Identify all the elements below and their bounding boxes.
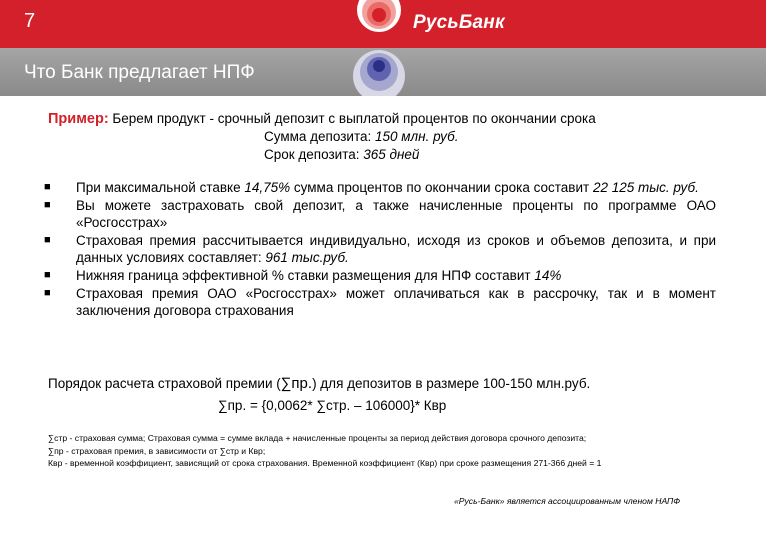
deposit-term-label: Срок депозита: [264,147,364,162]
deposit-term-value: 365 дней [363,147,420,162]
bank-logo-icon [347,0,413,48]
deposit-sum-label: Сумма депозита: [264,129,375,144]
page-title: Что Банк предлагает НПФ [24,62,255,83]
premium-formula: ∑пр. = {0,0062* ∑стр. – 106000}* Квр [218,398,447,413]
brand-name: РусьБанк [413,12,505,33]
footnote: ∑стр - страховая сумма; Страховая сумма = сумме вклада + начисленные проценты за период действия договора срочного депозита; [48,433,587,443]
bullet-list [44,179,716,320]
example-block [48,110,596,162]
example-label: Пример: [48,111,109,127]
list-item: ■ Страховая премия рассчитывается индивидуально, исходя из сроков и объемов депозита, и при данных условиях составляет: 961 тыс.руб. [44,233,716,265]
slide-number: 7 [24,10,36,32]
decorative-circles-icon [347,48,413,96]
list-item: ■ При максимальной ставке 14,75% сумма процентов по окончании срока составит 22 125 тыс. руб. [44,180,699,195]
deposit-term [264,146,724,163]
premium-calc-heading: Порядок расчета страховой премии (∑пр.) для депозитов в размере 100-150 млн.руб. [48,375,591,392]
bullet-square-icon: ■ [44,181,51,193]
bullet-square-icon: ■ [44,269,51,281]
bullet-square-icon: ■ [44,199,51,211]
list-item: ■ Страховая премия ОАО «Росгосстрах» может оплачиваться как в рассрочку, так и в момент заключения договора страхования [44,286,716,318]
deposit-sum [264,128,724,145]
bullet-square-icon: ■ [44,287,51,299]
list-item: ■ Вы можете застраховать свой депозит, а также начисленные проценты по программе ОАО «Росгосстрах» [44,198,716,230]
footnotes [48,432,601,470]
example-text: Берем продукт - срочный депозит с выплатой процентов по окончании срока [108,111,596,126]
bullet-square-icon: ■ [44,234,51,246]
footer-note: «Русь-Банк» является ассоциированным членом НАПФ [454,496,681,506]
example-line [48,110,596,128]
list-item: ■ Нижняя граница эффективной % ставки размещения для НПФ составит 14% [44,268,562,283]
footnote: Квр - временной коэффициент, зависящий от срока страхования. Временной коэффициент (Квр) при сроке размещения 271-366 дней = 1 [48,458,602,468]
deposit-sum-value: 150 млн. руб. [375,129,459,144]
footnote: ∑пр - страховая премия, в зависимости от ∑стр и Квр; [48,445,266,456]
